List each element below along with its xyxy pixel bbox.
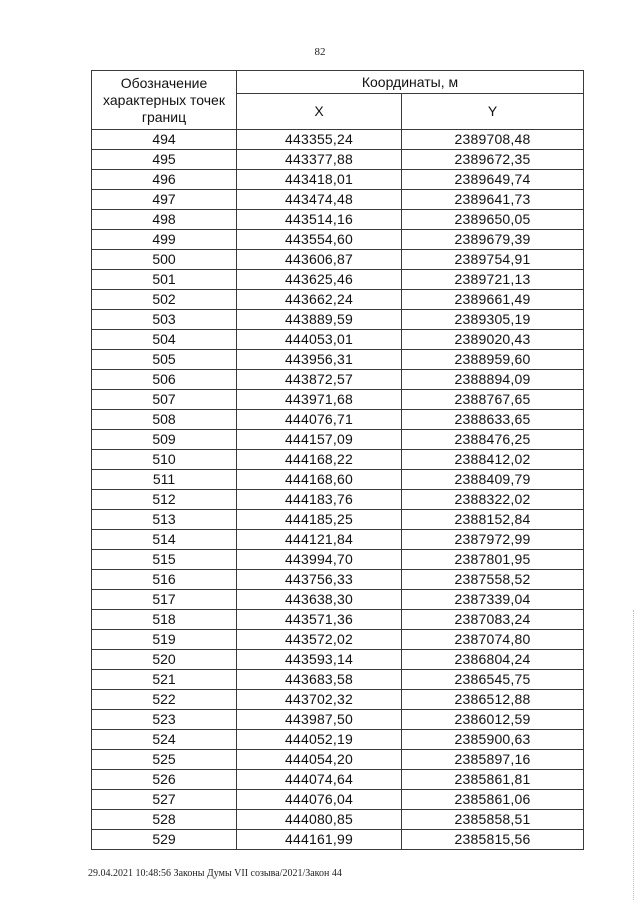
point-cell: 517 (92, 590, 237, 610)
y-cell: 2389754,91 (402, 250, 584, 270)
point-cell: 515 (92, 550, 237, 570)
table-row (92, 590, 584, 610)
y-cell: 2389679,39 (402, 230, 584, 250)
y-cell: 2388412,02 (402, 450, 584, 470)
x-cell: 443571,36 (237, 610, 402, 630)
x-cell: 443418,01 (237, 170, 402, 190)
page-number: 82 (314, 46, 326, 58)
table-row (92, 750, 584, 770)
table-row (92, 350, 584, 370)
table-body (92, 130, 584, 850)
y-cell: 2388322,02 (402, 490, 584, 510)
y-cell: 2386804,24 (402, 650, 584, 670)
y-cell: 2388894,09 (402, 370, 584, 390)
point-cell: 519 (92, 630, 237, 650)
y-cell: 2385861,06 (402, 790, 584, 810)
y-cell: 2388409,79 (402, 470, 584, 490)
y-cell: 2388476,25 (402, 430, 584, 450)
point-cell: 523 (92, 710, 237, 730)
y-cell: 2389020,43 (402, 330, 584, 350)
y-cell: 2385861,81 (402, 770, 584, 790)
table-row (92, 370, 584, 390)
x-cell: 444157,09 (237, 430, 402, 450)
y-cell: 2387558,52 (402, 570, 584, 590)
point-cell: 494 (92, 130, 237, 150)
table-row (92, 470, 584, 490)
y-cell: 2385815,56 (402, 830, 584, 850)
x-cell: 443683,58 (237, 670, 402, 690)
point-cell: 503 (92, 310, 237, 330)
y-cell: 2388633,65 (402, 410, 584, 430)
point-cell: 498 (92, 210, 237, 230)
margin-scan-mark (633, 610, 636, 900)
point-cell: 500 (92, 250, 237, 270)
x-cell: 443474,48 (237, 190, 402, 210)
table-row (92, 510, 584, 530)
table-row (92, 430, 584, 450)
x-cell: 444052,19 (237, 730, 402, 750)
point-cell: 495 (92, 150, 237, 170)
table-row (92, 710, 584, 730)
point-cell: 512 (92, 490, 237, 510)
point-cell: 514 (92, 530, 237, 550)
table-row (92, 270, 584, 290)
y-cell: 2389641,73 (402, 190, 584, 210)
table-row (92, 170, 584, 190)
x-cell: 444074,64 (237, 770, 402, 790)
point-cell: 527 (92, 790, 237, 810)
x-cell: 443872,57 (237, 370, 402, 390)
table-row (92, 550, 584, 570)
x-cell: 444161,99 (237, 830, 402, 850)
y-cell: 2388959,60 (402, 350, 584, 370)
table-row (92, 730, 584, 750)
table-row (92, 290, 584, 310)
table-row (92, 770, 584, 790)
y-cell: 2388767,65 (402, 390, 584, 410)
x-cell: 444121,84 (237, 530, 402, 550)
point-cell: 502 (92, 290, 237, 310)
x-cell: 443662,24 (237, 290, 402, 310)
table-row (92, 790, 584, 810)
table-row (92, 830, 584, 850)
table-row (92, 150, 584, 170)
y-cell: 2389305,19 (402, 310, 584, 330)
y-cell: 2387801,95 (402, 550, 584, 570)
table-row (92, 410, 584, 430)
y-cell: 2389650,05 (402, 210, 584, 230)
table-row (92, 210, 584, 230)
y-cell: 2386512,88 (402, 690, 584, 710)
table-row (92, 670, 584, 690)
y-cell: 2389661,49 (402, 290, 584, 310)
table-row (92, 330, 584, 350)
point-cell: 528 (92, 810, 237, 830)
table-row (92, 230, 584, 250)
x-cell: 443377,88 (237, 150, 402, 170)
y-cell: 2387083,24 (402, 610, 584, 630)
table-row (92, 490, 584, 510)
point-cell: 508 (92, 410, 237, 430)
point-cell: 524 (92, 730, 237, 750)
y-cell: 2385897,16 (402, 750, 584, 770)
x-cell: 443514,16 (237, 210, 402, 230)
x-cell: 443606,87 (237, 250, 402, 270)
point-cell: 516 (92, 570, 237, 590)
x-cell: 443702,32 (237, 690, 402, 710)
point-cell: 506 (92, 370, 237, 390)
y-cell: 2387972,99 (402, 530, 584, 550)
footer-stamp: 29.04.2021 10:48:56 Законы Думы VII созыва/2021/Закон 44 (88, 868, 342, 879)
x-cell: 443355,24 (237, 130, 402, 150)
header-y: Y (402, 94, 584, 130)
point-cell: 504 (92, 330, 237, 350)
x-cell: 443593,14 (237, 650, 402, 670)
y-cell: 2385900,63 (402, 730, 584, 750)
header-coordinates: Координаты, м (237, 71, 584, 94)
x-cell: 444183,76 (237, 490, 402, 510)
x-cell: 444054,20 (237, 750, 402, 770)
x-cell: 443638,30 (237, 590, 402, 610)
table-row (92, 810, 584, 830)
y-cell: 2388152,84 (402, 510, 584, 530)
point-cell: 505 (92, 350, 237, 370)
table-row (92, 530, 584, 550)
point-cell: 529 (92, 830, 237, 850)
point-cell: 497 (92, 190, 237, 210)
y-cell: 2389721,13 (402, 270, 584, 290)
y-cell: 2389708,48 (402, 130, 584, 150)
point-cell: 521 (92, 670, 237, 690)
x-cell: 443987,50 (237, 710, 402, 730)
x-cell: 443625,46 (237, 270, 402, 290)
y-cell: 2387339,04 (402, 590, 584, 610)
table-row (92, 690, 584, 710)
table-row (92, 250, 584, 270)
header-designation: Обозначение характерных точек границ (92, 71, 237, 130)
x-cell: 443994,70 (237, 550, 402, 570)
header-x: X (237, 94, 402, 130)
x-cell: 443756,33 (237, 570, 402, 590)
table-row (92, 610, 584, 630)
point-cell: 507 (92, 390, 237, 410)
point-cell: 526 (92, 770, 237, 790)
x-cell: 443971,68 (237, 390, 402, 410)
table-header (92, 71, 584, 130)
y-cell: 2385858,51 (402, 810, 584, 830)
table-row (92, 450, 584, 470)
point-cell: 496 (92, 170, 237, 190)
table-row (92, 390, 584, 410)
y-cell: 2387074,80 (402, 630, 584, 650)
table-row (92, 650, 584, 670)
x-cell: 444168,22 (237, 450, 402, 470)
y-cell: 2386012,59 (402, 710, 584, 730)
table-row (92, 130, 584, 150)
x-cell: 443554,60 (237, 230, 402, 250)
point-cell: 501 (92, 270, 237, 290)
y-cell: 2389672,35 (402, 150, 584, 170)
x-cell: 443889,59 (237, 310, 402, 330)
point-cell: 518 (92, 610, 237, 630)
point-cell: 513 (92, 510, 237, 530)
point-cell: 520 (92, 650, 237, 670)
table-row (92, 190, 584, 210)
x-cell: 444185,25 (237, 510, 402, 530)
x-cell: 443572,02 (237, 630, 402, 650)
point-cell: 525 (92, 750, 237, 770)
x-cell: 444076,71 (237, 410, 402, 430)
point-cell: 522 (92, 690, 237, 710)
y-cell: 2389649,74 (402, 170, 584, 190)
table-row (92, 570, 584, 590)
y-cell: 2386545,75 (402, 670, 584, 690)
point-cell: 509 (92, 430, 237, 450)
x-cell: 444168,60 (237, 470, 402, 490)
table-row (92, 630, 584, 650)
table-row (92, 310, 584, 330)
x-cell: 444080,85 (237, 810, 402, 830)
x-cell: 443956,31 (237, 350, 402, 370)
point-cell: 499 (92, 230, 237, 250)
x-cell: 444053,01 (237, 330, 402, 350)
point-cell: 510 (92, 450, 237, 470)
coordinates-table (91, 70, 584, 850)
x-cell: 444076,04 (237, 790, 402, 810)
point-cell: 511 (92, 470, 237, 490)
